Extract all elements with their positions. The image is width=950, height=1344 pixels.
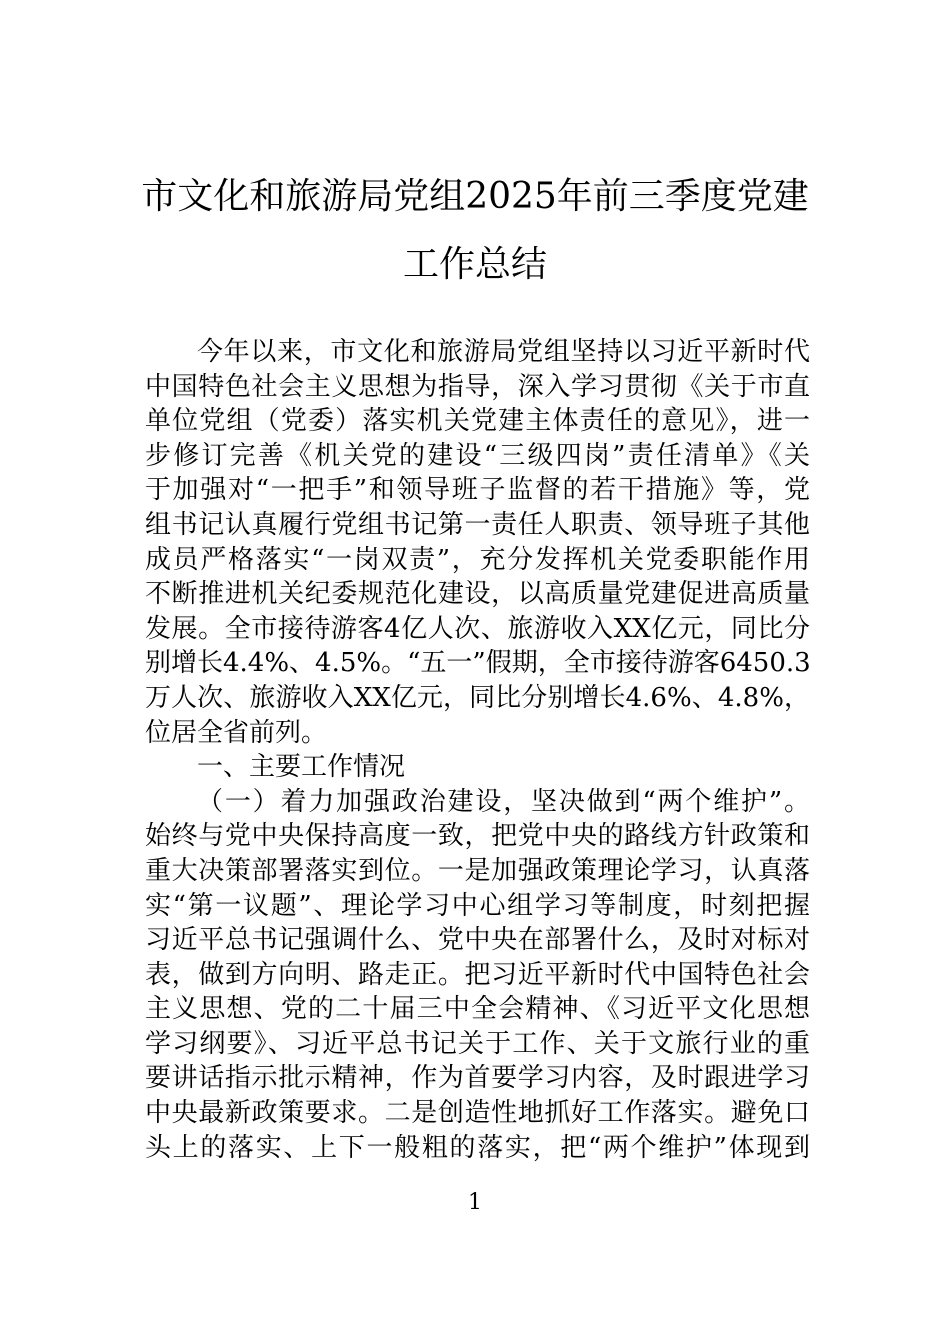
paragraph-line: 今年以来，市文化和旅游局党组坚持以习近平新时代	[197, 337, 810, 367]
paragraph-line: 始终与党中央保持高度一致，把党中央的路线方针政策和	[145, 821, 810, 852]
page-number: 1	[468, 1190, 482, 1215]
paragraph-line: 主义思想、党的二十届三中全会精神、《习近平文化思想	[145, 994, 810, 1025]
paragraph-line: 中央最新政策要求。二是创造性地抓好工作落实。避免口	[145, 1098, 810, 1129]
paragraph-line: （一）着力加强政治建设，坚决做到“两个维护”。	[197, 786, 810, 817]
document-title-line-2: 工作总结	[402, 244, 547, 285]
paragraph-line: 别增长4.4%、4.5%。“五一”假期，全市接待游客6450.3	[145, 648, 811, 679]
paragraph-line: 于加强对“一把手”和领导班子监督的若干措施》等，党	[145, 475, 810, 506]
paragraph-line: 表，做到方向明、路走正。把习近平新时代中国特色社会	[145, 959, 810, 990]
paragraph-line: 万人次、旅游收入XX亿元，同比分别增长4.6%、4.8%，	[145, 682, 810, 713]
paragraph-line: 不断推进机关纪委规范化建设，以高质量党建促进高质量	[145, 579, 810, 610]
paragraph-line: 位居全省前列。	[145, 717, 328, 748]
paragraph-line: 发展。全市接待游客4亿人次、旅游收入XX亿元，同比分	[145, 613, 810, 644]
paragraph-line: 习近平总书记强调什么、党中央在部署什么，及时对标对	[145, 925, 810, 956]
section-heading: 一、主要工作情况	[197, 752, 406, 783]
paragraph-line: 步修订完善《机关党的建设“三级四岗”责任清单》《关	[145, 440, 810, 471]
document-body	[145, 335, 810, 1165]
paragraph-line: 重大决策部署落实到位。一是加强政策理论学习，认真落	[145, 855, 810, 886]
paragraph-line: 成员严格落实“一岗双责”，充分发挥机关党委职能作用	[145, 544, 810, 575]
document-title-line-1: 市文化和旅游局党组2025年前三季度党建	[141, 176, 809, 217]
paragraph-line: 实“第一议题”、理论学习中心组学习等制度，时刻把握	[145, 890, 810, 921]
paragraph-line: 学习纲要》、习近平总书记关于工作、关于文旅行业的重	[145, 1028, 810, 1059]
paragraph-line: 要讲话指示批示精神，作为首要学习内容，及时跟进学习	[145, 1063, 810, 1094]
paragraph-line: 单位党组（党委）落实机关党建主体责任的意见》，进一	[145, 406, 810, 437]
paragraph-line: 组书记认真履行党组书记第一责任人职责、领导班子其他	[145, 509, 810, 540]
paragraph-line: 头上的落实、上下一般粗的落实，把“两个维护”体现到	[145, 1132, 810, 1163]
paragraph-line: 中国特色社会主义思想为指导，深入学习贯彻《关于市直	[145, 371, 810, 402]
